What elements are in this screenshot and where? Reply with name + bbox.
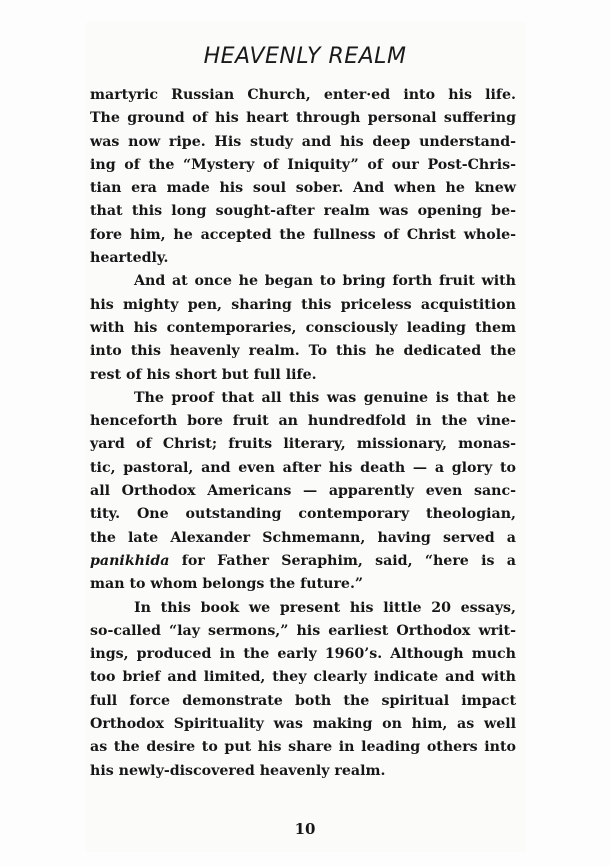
- text-line: so-called “lay sermons,” his earliest Orthodox writ-: [90, 622, 516, 639]
- text-line: rest of his short but full life.: [90, 366, 317, 383]
- text-line: [90, 550, 516, 573]
- text-line: was now ripe. His study and his deep understand-: [90, 133, 516, 150]
- text-line: his mighty pen, sharing this priceless acquistition: [90, 296, 516, 313]
- text-line: man to whom belongs the future.”: [90, 576, 364, 593]
- paragraph-4: [90, 597, 516, 783]
- text-line: The ground of his heart through personal suffering: [90, 110, 516, 127]
- text-line: tian era made his soul sober. And when he knew: [90, 180, 516, 197]
- text-line: too brief and limited, they clearly indicate and with: [90, 669, 516, 686]
- text-line: henceforth bore fruit an hundredfold in the vine-: [90, 413, 516, 430]
- text-line: The proof that all this was genuine is that he: [134, 389, 516, 406]
- text-line: Orthodox Spirituality was making on him, as well: [90, 716, 516, 733]
- text-line: full force demonstrate both the spiritual impact: [90, 692, 516, 709]
- paragraph-3: [90, 387, 516, 597]
- text-line: as the desire to put his share in leading others into: [90, 739, 516, 756]
- paragraph-2: [90, 270, 516, 386]
- text-line: the late Alexander Schmemann, having served a: [90, 529, 516, 546]
- text-fragment: for Father Seraphim, said, “here is a: [169, 552, 516, 569]
- paragraph-1: [90, 84, 516, 270]
- text-line: In this book we present his little 20 essays,: [134, 599, 516, 616]
- running-header: HEAVENLY REALM: [203, 44, 407, 69]
- text-line: tic, pastoral, and even after his death — a glory to: [90, 459, 516, 476]
- text-line: martyric Russian Church, enter·ed into his life.: [90, 87, 516, 103]
- text-line: with his contemporaries, consciously leading them: [90, 319, 516, 336]
- text-line: And at once he began to bring forth fruit with: [134, 273, 516, 290]
- text-line: all Orthodox Americans — apparently even sanc-: [90, 483, 516, 500]
- italic-term: panikhida: [90, 552, 170, 569]
- text-line: into this heavenly realm. To this he dedicated the: [90, 343, 516, 360]
- text-line: his newly-discovered heavenly realm.: [90, 762, 386, 779]
- text-line: fore him, he accepted the fullness of Christ whole-: [90, 226, 516, 243]
- text-line: ing of the “Mystery of Iniquity” of our Post-Chris-: [90, 156, 516, 173]
- page-number: 10: [294, 820, 316, 838]
- text-line: yard of Christ; fruits literary, missionary, monas-: [90, 436, 516, 453]
- body-text: [90, 84, 516, 783]
- text-line: tity. One outstanding contemporary theologian,: [90, 506, 516, 523]
- text-line: heartedly.: [90, 250, 169, 267]
- text-line: ings, produced in the early 1960’s. Although much: [90, 646, 516, 663]
- text-line: that this long sought-after realm was opening be-: [90, 203, 516, 220]
